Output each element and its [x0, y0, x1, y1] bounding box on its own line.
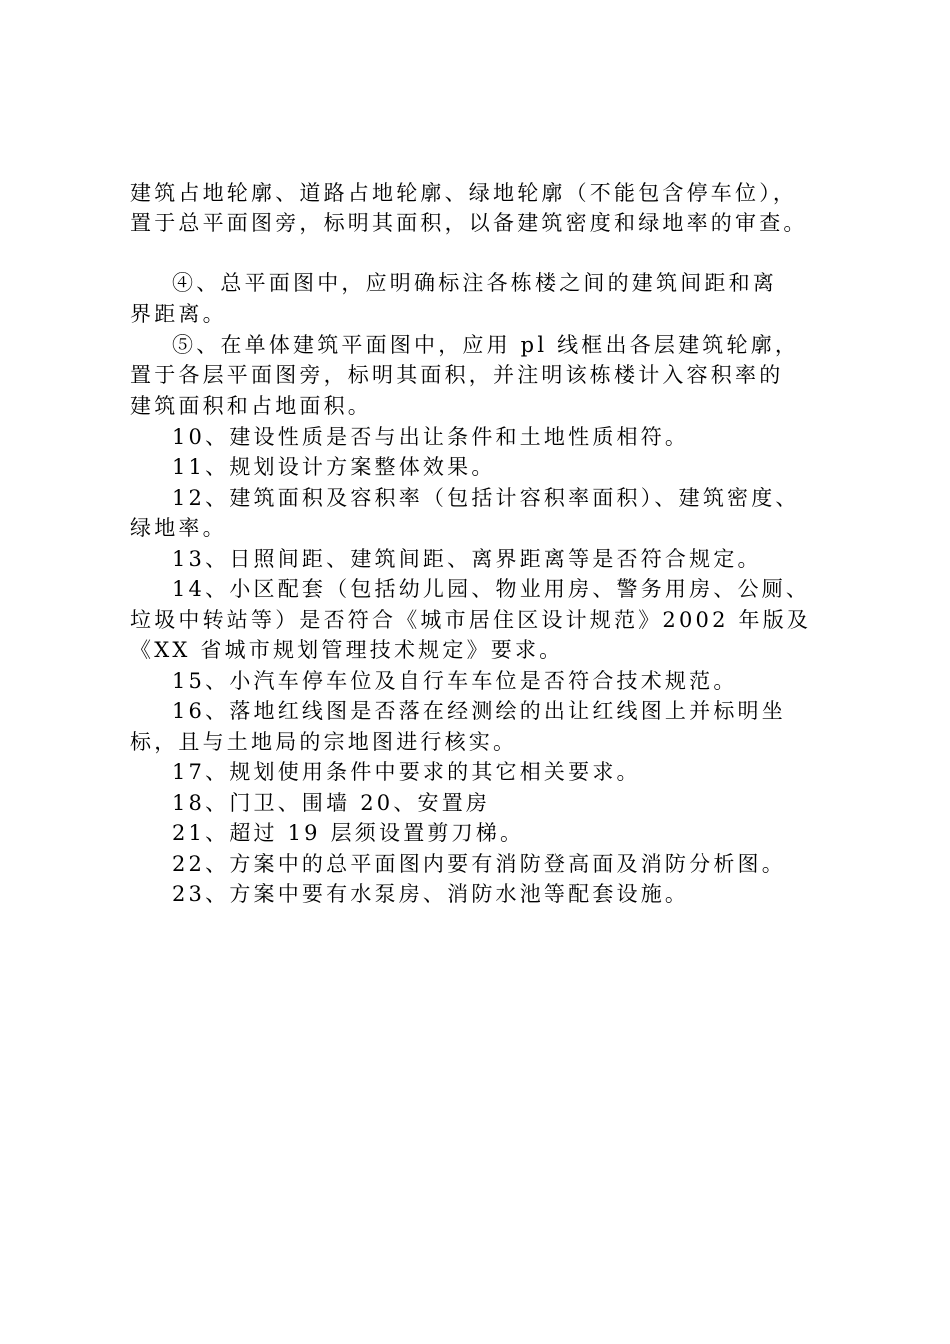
text-line: 绿地率。 — [130, 516, 227, 540]
text-line: 垃圾中转站等）是否符合《城市居住区设计规范》2002 年版及 — [130, 608, 812, 632]
list-item: 22、方案中的总平面图内要有消防登高面及消防分析图。 — [172, 852, 786, 876]
list-item: 13、日照间距、建筑间距、离界距离等是否符合规定。 — [172, 547, 762, 571]
text-line: 《XX 省城市规划管理技术规定》要求。 — [130, 638, 564, 662]
list-item: 15、小汽车停车位及自行车车位是否符合技术规范。 — [172, 669, 738, 693]
text-line: 标，且与土地局的宗地图进行核实。 — [130, 730, 518, 754]
list-item: 11、规划设计方案整体效果。 — [172, 455, 496, 479]
list-item: 18、门卫、围墙 20、安置房 — [172, 791, 491, 815]
list-item: 21、超过 19 层须设置剪刀梯。 — [172, 821, 525, 845]
text-line: 置于各层平面图旁，标明其面积，并注明该栋楼计入容积率的 — [130, 363, 784, 387]
list-item: 23、方案中要有水泵房、消防水池等配套设施。 — [172, 882, 690, 906]
text-line: 置于总平面图旁，标明其面积，以备建筑密度和绿地率的审查。 — [130, 211, 808, 235]
list-item: 12、建筑面积及容积率（包括计容积率面积）、建筑密度、 — [172, 486, 800, 510]
text-line: ④、总平面图中，应明确标注各栋楼之间的建筑间距和离 — [172, 271, 777, 295]
list-item: 16、落地红线图是否落在经测绘的出让红线图上并标明坐 — [172, 699, 786, 723]
text-line: 建筑占地轮廓、道路占地轮廓、绿地轮廓（不能包含停车位）， — [130, 181, 798, 205]
list-item: 10、建设性质是否与出让条件和土地性质相符。 — [172, 425, 690, 449]
list-item: 17、规划使用条件中要求的其它相关要求。 — [172, 760, 641, 784]
text-line: ⑤、在单体建筑平面图中，应用 pl 线框出各层建筑轮廓， — [172, 333, 800, 357]
text-line: 界距离。 — [130, 302, 227, 326]
text-line: 建筑面积和占地面积。 — [130, 394, 372, 418]
list-item: 14、小区配套（包括幼儿园、物业用房、警务用房、公厕、 — [172, 577, 811, 601]
